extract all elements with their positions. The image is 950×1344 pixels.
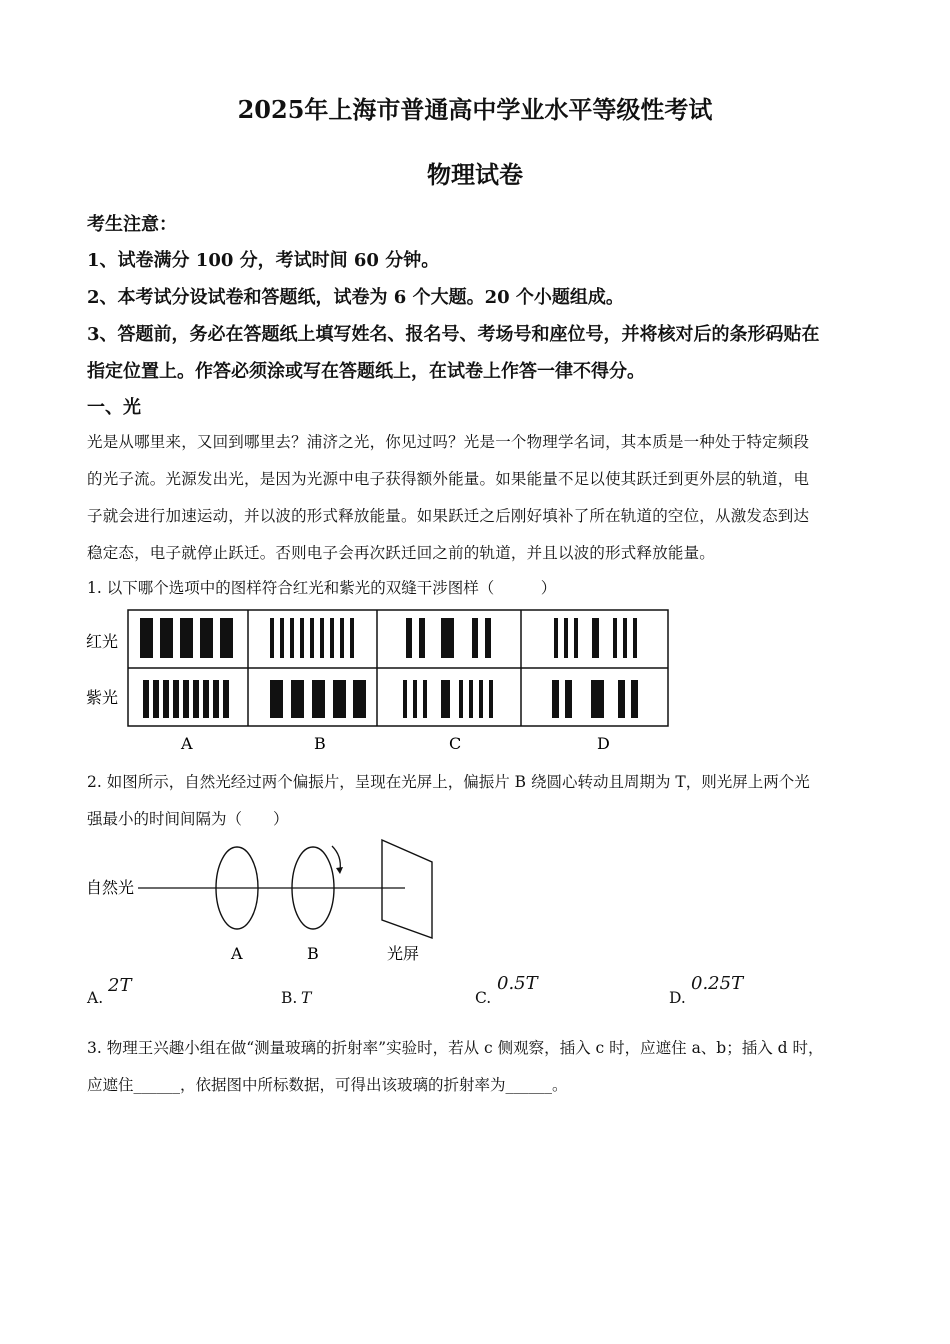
fringe-bar [173, 680, 179, 718]
option-b-value: T [301, 989, 312, 1007]
fringe-bar [441, 618, 454, 658]
fringe-bar [472, 618, 478, 658]
fringe-bar [633, 618, 637, 658]
fringe-bar [213, 680, 219, 718]
fringe-bar [423, 680, 427, 718]
option-d-value: 0.25T [691, 973, 744, 994]
option-a-value: 2T [108, 975, 132, 996]
intro-line-3: 子就会进行加速运动，并以波的形式释放能量。如果跃迁之后刚好填补了所在轨道的空位，从激发态到达 [87, 507, 810, 525]
fringe-bar [406, 618, 412, 658]
fringe-bar [459, 680, 463, 718]
fringe-bar [200, 618, 213, 658]
fringe-bar [485, 618, 491, 658]
fringe-bar [623, 618, 627, 658]
row-label-red: 红光 [86, 632, 119, 651]
option-a-letter: A. [87, 989, 104, 1007]
fringe-bar [330, 618, 334, 658]
fringe-bar [441, 680, 450, 718]
fringe-bar [592, 618, 599, 658]
fringe-bar [631, 680, 638, 718]
interference-figure [80, 600, 680, 760]
q2-line-1: 2. 如图所示，自然光经过两个偏振片，呈现在光屏上，偏振片 B 绕圆心转动且周期为 T，则光屏上两个光 [87, 773, 810, 791]
col-label-a: A [181, 734, 193, 753]
fringe-bar [300, 618, 304, 658]
natural-light-label: 自然光 [86, 878, 135, 897]
notice-item-3: 3、答题前，务必在答题纸上填写姓名、报名号、考场号和座位号，并将核对后的条形码贴在 [87, 324, 820, 345]
fringe-bar [613, 618, 617, 658]
option-c-letter: C. [475, 989, 492, 1007]
row-label-violet: 紫光 [86, 688, 119, 707]
fringe-bar [574, 618, 578, 658]
intro-line-1: 光是从哪里来，又回到哪里去？浦济之光，你见过吗？光是一个物理学名词，其本质是一种处于特定频段 [87, 433, 810, 451]
fig-label-screen: 光屏 [387, 944, 420, 963]
col-label-b: B [314, 734, 326, 753]
fringe-bar [403, 680, 407, 718]
notice-item-2: 2、本考试分设试卷和答题纸，试卷为 6 个大题。20 个小题组成。 [87, 287, 624, 308]
exam-subtitle: 物理试卷 [427, 160, 523, 189]
fringe-bar [140, 618, 153, 658]
fringe-bar [312, 680, 325, 718]
fringe-bar [153, 680, 159, 718]
notice-item-3-cont: 指定位置上。作答必须涂或写在答题纸上，在试卷上作答一律不得分。 [87, 361, 645, 382]
fringe-bar [564, 618, 568, 658]
fringe-bar [180, 618, 193, 658]
fringe-bar [163, 680, 169, 718]
fringe-bar [489, 680, 493, 718]
notice-item-1: 1、试卷满分 100 分，考试时间 60 分钟。 [87, 250, 440, 271]
fringe-bar [223, 680, 229, 718]
fringe-bar [333, 680, 346, 718]
fringe-bar [220, 618, 233, 658]
fringe-bar [203, 680, 209, 718]
q3-line-2: 应遮住______，依据图中所标数据，可得出该玻璃的折射率为______。 [87, 1076, 568, 1094]
fringe-bar [552, 680, 559, 718]
polarizer-figure [80, 832, 460, 972]
fringe-bar [479, 680, 483, 718]
fringe-bar [320, 618, 324, 658]
fringe-bar [340, 618, 344, 658]
notice-heading: 考生注意： [87, 214, 177, 235]
fringe-bar [160, 618, 173, 658]
fringe-bar [193, 680, 199, 718]
col-label-c: C [449, 734, 462, 753]
option-b-letter: B. [281, 989, 298, 1007]
fringe-bar [419, 618, 425, 658]
fringe-bar [290, 618, 294, 658]
fringe-bar [310, 618, 314, 658]
exam-title: 2025年上海市普通高中学业水平等级性考试 [237, 95, 713, 124]
fringe-bar [280, 618, 284, 658]
fringe-bar [554, 618, 558, 658]
fringe-bar [183, 680, 189, 718]
fringe-bar [353, 680, 366, 718]
option-d-letter: D. [669, 989, 686, 1007]
q1-text: 1. 以下哪个选项中的图样符合红光和紫光的双缝干涉图样（ ） [87, 579, 557, 597]
fringe-bar [143, 680, 149, 718]
fringe-bar [591, 680, 604, 718]
col-label-d: D [597, 734, 610, 753]
light-screen [382, 840, 432, 938]
fringe-bar [350, 618, 354, 658]
fig-label-a: A [231, 944, 243, 963]
intro-line-2: 的光子流。光源发出光，是因为光源中电子获得额外能量。如果能量不足以使其跃迁到更外层的轨道，电 [87, 470, 810, 488]
fringe-bar [270, 680, 283, 718]
q2-line-2: 强最小的时间间隔为（ ） [87, 810, 289, 828]
fig-label-b: B [307, 944, 319, 963]
option-c-value: 0.5T [497, 973, 538, 994]
fringe-bar [469, 680, 473, 718]
fringe-bar [413, 680, 417, 718]
fringe-bar [270, 618, 274, 658]
q3-line-1: 3. 物理王兴趣小组在做“测量玻璃的折射率”实验时，若从 c 侧观察，插入 c 时，应遮住 a、b；插入 d 时， [87, 1039, 824, 1057]
fringe-bar [291, 680, 304, 718]
fringe-bar [565, 680, 572, 718]
intro-line-4: 稳定态，电子就停止跃迁。否则电子会再次跃迁回之前的轨道，并且以波的形式释放能量。 [87, 544, 716, 562]
rotation-arrow [332, 846, 340, 870]
section-heading: 一、光 [87, 397, 141, 418]
fringe-bar [618, 680, 625, 718]
rotation-arrowhead [336, 867, 343, 874]
